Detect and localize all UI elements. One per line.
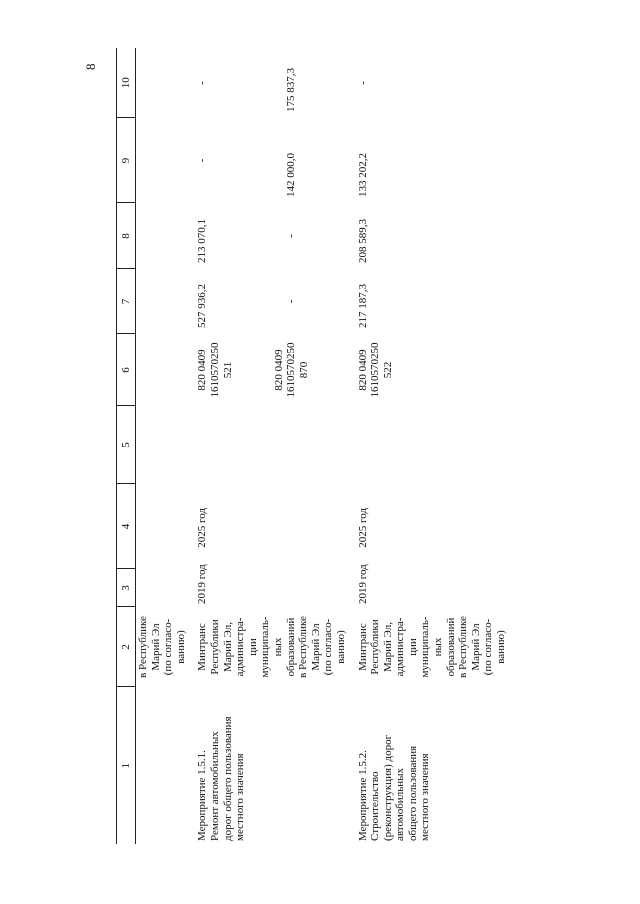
amount-col8: -: [284, 234, 297, 238]
budget-table-rotated: [116, 48, 636, 844]
page-number: 8: [83, 63, 98, 70]
period-end: 2025 год: [196, 507, 209, 548]
amount-total: -: [284, 299, 297, 304]
amount-total: 527 936,2: [196, 284, 209, 328]
period: [356, 484, 508, 607]
col-header-1: 1: [117, 687, 136, 844]
budget-table: [116, 48, 508, 844]
amount-total: 217 187,3: [356, 284, 369, 328]
amount-col10: -: [356, 81, 369, 85]
kbk-code: 820 0409 1610570250 521: [196, 342, 234, 398]
measure-name: Мероприятие 1.5.2. Строительство (реконструкция) дорог автомобильных общего пользования местного значения: [356, 734, 432, 841]
period-start: 2019 год: [196, 564, 209, 604]
column-number-row: [117, 48, 136, 844]
col-header-8: 8: [117, 203, 136, 269]
col-header-9: 9: [117, 118, 136, 203]
amount-col10: 175 837,3: [284, 68, 297, 112]
col-header-3: 3: [117, 569, 136, 607]
col-header-2: 2: [117, 607, 136, 687]
period-start: 2019 год: [356, 564, 369, 604]
executor-continuation: в Республике Марий Эл (по согласо- ванию): [137, 616, 187, 678]
table-row: [195, 48, 268, 844]
measure-name: Мероприятие 1.5.1. Ремонт автомобильных дорог общего пользования местного значения: [196, 716, 247, 841]
period: [195, 484, 347, 607]
kbk-code: 820 0409 1610570250 870: [272, 342, 310, 398]
col-header-10: 10: [117, 48, 136, 118]
col-header-7: 7: [117, 269, 136, 334]
amount-col8: 208 589,3: [356, 219, 369, 263]
amount-col10: -: [196, 81, 209, 85]
executor: Минтранс Республики Марий Эл, администра- ции муниципаль- ных образований в Республике Марий Эл (по согласо- ванию): [196, 616, 347, 678]
continuation-row: [136, 48, 188, 844]
executor: Минтранс Республики Марий Эл, администра- ции муниципаль- ных образований в Республике Марий Эл (по согласо- ванию): [356, 616, 508, 678]
amount-col9: 133 202,2: [356, 153, 369, 197]
amount-col9: -: [196, 158, 209, 163]
period-end: 2025 год: [356, 507, 369, 548]
col-header-4: 4: [117, 484, 136, 569]
col-header-6: 6: [117, 334, 136, 406]
table-row: [356, 48, 508, 844]
kbk-code: 820 0409 1610570250 522: [356, 342, 394, 398]
amount-col9: 142 000,0: [284, 153, 297, 197]
col-header-5: 5: [117, 406, 136, 484]
amount-col8: 213 070,1: [196, 219, 209, 263]
